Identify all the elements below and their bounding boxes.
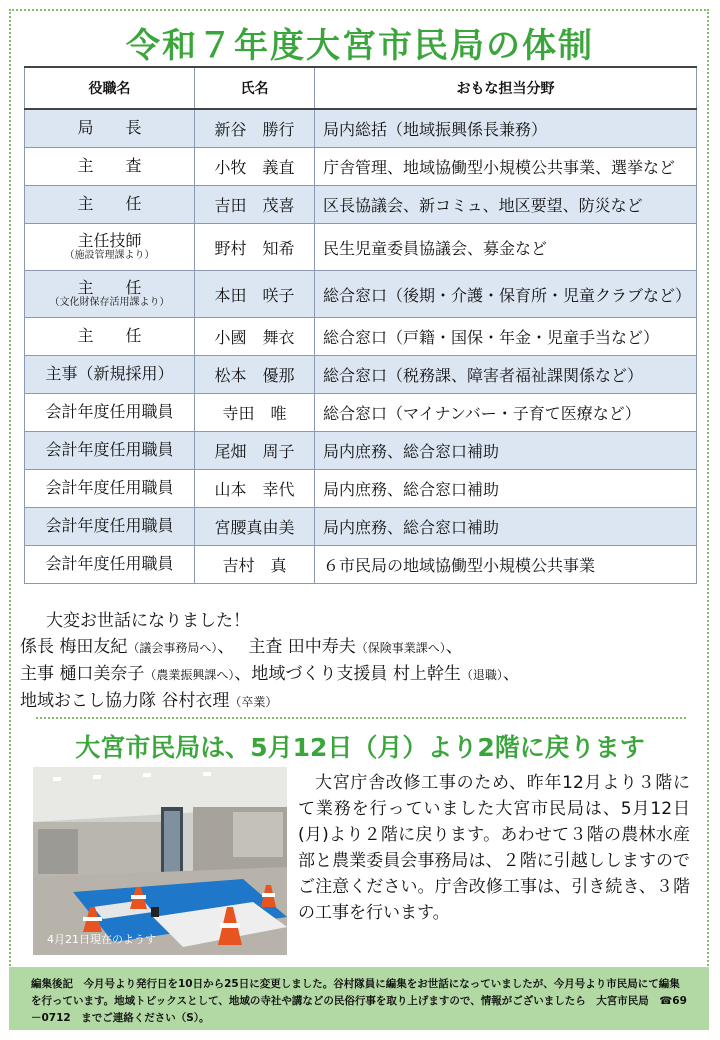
table-row bbox=[25, 109, 697, 148]
role-cell bbox=[25, 356, 195, 394]
name-cell: 本田 咲子 bbox=[195, 271, 315, 318]
duty-cell: 総合窓口（戸籍・国保・年金・児童手当など） bbox=[315, 318, 697, 356]
table-row bbox=[25, 186, 697, 224]
name-cell: 宮腰真由美 bbox=[195, 508, 315, 546]
role-label: 主 任 bbox=[77, 326, 142, 346]
farewell-person: 地域おこし協力隊 谷村衣理 bbox=[20, 691, 230, 711]
role-cell bbox=[25, 318, 195, 356]
role-cell bbox=[25, 148, 195, 186]
role-cell bbox=[25, 186, 195, 224]
table-row bbox=[25, 470, 697, 508]
role-label: 会計年度任用職員 bbox=[45, 516, 174, 536]
name-cell: 小牧 義直 bbox=[195, 148, 315, 186]
role-cell bbox=[25, 432, 195, 470]
duty-cell: 庁舎管理、地域協働型小規模公共事業、選挙など bbox=[315, 148, 697, 186]
farewell-heading: 大変お世話になりました！ bbox=[46, 611, 250, 631]
farewell-section bbox=[20, 608, 710, 715]
duty-cell: 民生児童委員協議会、募金など bbox=[315, 224, 697, 271]
table-row bbox=[25, 318, 697, 356]
role-cell bbox=[25, 224, 195, 271]
farewell-line: 主事 樋口美奈子（農業振興課へ）、地域づくり支援員 村上幹生（退職）、 bbox=[20, 664, 520, 684]
role-cell bbox=[25, 109, 195, 148]
role-label: 会計年度任用職員 bbox=[45, 402, 174, 422]
role-label: 主 査 bbox=[77, 156, 142, 176]
duty-cell: 局内総括（地域振興係長兼務） bbox=[315, 109, 697, 148]
role-label: 主事（新規採用） bbox=[45, 364, 174, 384]
role-cell bbox=[25, 394, 195, 432]
role-cell bbox=[25, 546, 195, 584]
farewell-dept: （農業振興課へ） bbox=[144, 668, 235, 682]
duty-cell: ６市民局の地域協働型小規模公共事業 bbox=[315, 546, 697, 584]
role-label: 会計年度任用職員 bbox=[45, 554, 174, 574]
name-cell: 尾畑 周子 bbox=[195, 432, 315, 470]
name-cell: 新谷 勝行 bbox=[195, 109, 315, 148]
name-cell: 野村 知希 bbox=[195, 224, 315, 271]
name-cell: 吉村 真 bbox=[195, 546, 315, 584]
staff-table bbox=[24, 66, 697, 584]
role-sub-label: （文化財保存活用課より） bbox=[49, 297, 170, 309]
table-row bbox=[25, 224, 697, 271]
office-photo-illustration bbox=[33, 767, 287, 955]
role-label: 主任技師 bbox=[77, 231, 142, 251]
table-row bbox=[25, 271, 697, 318]
duty-cell: 局内庶務、総合窓口補助 bbox=[315, 470, 697, 508]
role-cell bbox=[25, 508, 195, 546]
role-label: 局 長 bbox=[77, 118, 142, 138]
table-row bbox=[25, 148, 697, 186]
farewell-dept: （卒業） bbox=[229, 695, 278, 709]
duty-cell: 区長協議会、新コミュ、地区要望、防災など bbox=[315, 186, 697, 224]
page-title: 令和７年度大宮市民局の体制 bbox=[126, 26, 594, 66]
table-row bbox=[25, 432, 697, 470]
duty-cell: 局内庶務、総合窓口補助 bbox=[315, 432, 697, 470]
table-header-row bbox=[25, 67, 697, 109]
editor-note: 編集後記 今月号より発行日を10日から25日に変更しました。谷村隊員に編集をお世話になっていましたが、今月号より市民局にて編集を行っています。地域トピックスとして、地域の寺社や講などの民俗行事を取り上げますので、情報がございましたら 大宮市民局 ☎69－0712 までご連絡ください（S）。 bbox=[9, 967, 709, 1030]
farewell-dept: （議会事務局へ） bbox=[127, 641, 218, 655]
duty-cell: 総合窓口（マイナンバー・子育て医療など） bbox=[315, 394, 697, 432]
role-cell bbox=[25, 271, 195, 318]
farewell-line bbox=[20, 688, 710, 715]
notice-body: 大宮庁舎改修工事のため、昨年12月より３階にて業務を行っていました大宮市民局は、5月12日(月)より２階に戻ります。あわせて３階の農林水産部と農業委員会事務局は、２階に引越ししますのでご注意ください。庁舎改修工事は、引き続き、３階の工事を行います。 bbox=[298, 773, 690, 923]
table-row bbox=[25, 508, 697, 546]
header-duty: おもな担当分野 bbox=[315, 67, 697, 109]
role-label: 主 任 bbox=[77, 194, 142, 214]
name-cell: 小國 舞衣 bbox=[195, 318, 315, 356]
role-label: 会計年度任用職員 bbox=[45, 440, 174, 460]
photo-caption: 4月21日現在のようす bbox=[47, 933, 156, 946]
duty-cell: 局内庶務、総合窓口補助 bbox=[315, 508, 697, 546]
farewell-person: 係長 梅田友紀 bbox=[20, 637, 128, 657]
role-label: 主 任 bbox=[77, 278, 142, 298]
name-cell: 松本 優那 bbox=[195, 356, 315, 394]
role-label: 会計年度任用職員 bbox=[45, 478, 174, 498]
name-cell: 寺田 唯 bbox=[195, 394, 315, 432]
section-divider bbox=[36, 717, 686, 719]
role-cell bbox=[25, 470, 195, 508]
farewell-line: 係長 梅田友紀（議会事務局へ）、 主査 田中寿夫（保険事業課へ）、 bbox=[20, 637, 463, 657]
notice-heading: 大宮市民局は、5月12日（月）より2階に戻ります bbox=[75, 733, 645, 762]
farewell-dept: （退職） bbox=[460, 668, 503, 682]
farewell-dept: （保険事業課へ） bbox=[355, 641, 446, 655]
farewell-person: 主事 樋口美奈子 bbox=[20, 664, 145, 684]
role-sub-label: （施設管理課より） bbox=[64, 250, 155, 262]
header-role: 役職名 bbox=[25, 67, 195, 109]
duty-cell: 総合窓口（後期・介護・保育所・児童クラブなど） bbox=[315, 271, 697, 318]
farewell-person: 主査 田中寿夫 bbox=[248, 637, 356, 657]
table-row bbox=[25, 546, 697, 584]
table-row bbox=[25, 394, 697, 432]
name-cell: 吉田 茂喜 bbox=[195, 186, 315, 224]
office-photo bbox=[33, 767, 287, 955]
table-row bbox=[25, 356, 697, 394]
name-cell: 山本 幸代 bbox=[195, 470, 315, 508]
farewell-person: 地域づくり支援員 村上幹生 bbox=[251, 664, 461, 684]
header-name: 氏名 bbox=[195, 67, 315, 109]
duty-cell: 総合窓口（税務課、障害者福祉課関係など） bbox=[315, 356, 697, 394]
